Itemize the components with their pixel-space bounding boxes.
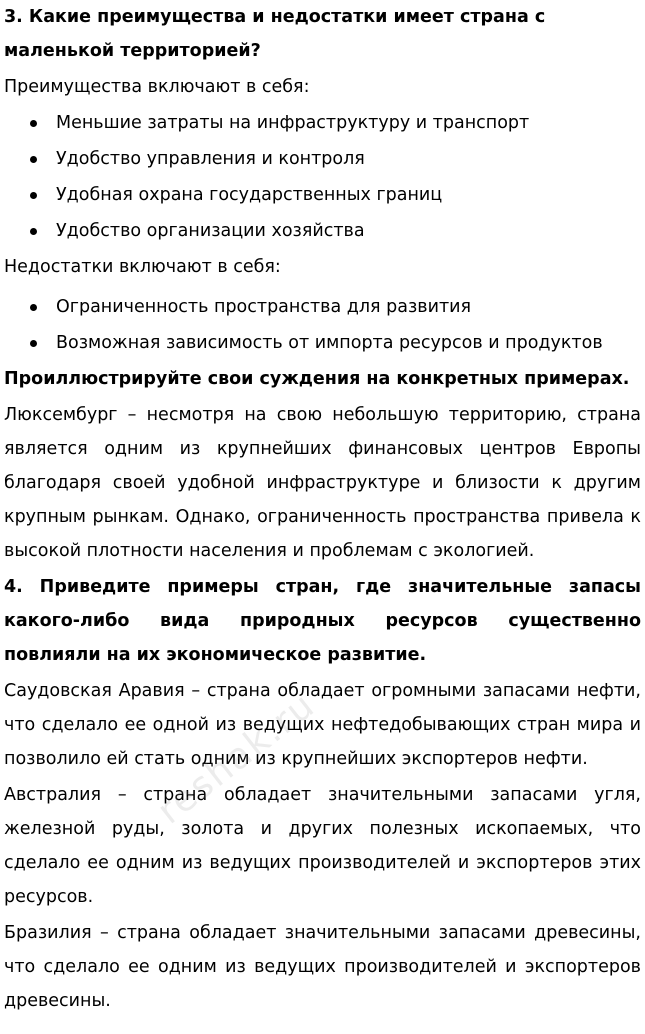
advantages-list [4, 106, 641, 248]
list-item: Удобство организации хозяйства [4, 214, 641, 248]
australia-answer: Австралия – страна обладает значительными запасами угля, железной руды, золота и других полезных ископаемых, что сделало ее одним из ведущих производителей и экспортеров этих ресурсов. [4, 785, 641, 907]
disadvantages-intro: Недостатки включают в себя: [4, 257, 281, 277]
list-item: Ограниченность пространства для развития [4, 290, 641, 324]
watermark: reshak.ru [150, 684, 324, 833]
bullet-icon [30, 120, 37, 127]
question-3-heading: 3. Какие преимущества и недостатки имеет страна с маленькой территорией? [4, 7, 546, 61]
advantages-intro: Преимущества включают в себя: [4, 77, 310, 97]
illustrate-prompt: Проиллюстрируйте свои суждения на конкретных примерах. [4, 369, 630, 389]
list-item: Меньшие затраты на инфраструктуру и транспорт [4, 106, 641, 140]
list-item: Удобство управления и контроля [4, 142, 641, 176]
bullet-icon [30, 156, 37, 163]
luxembourg-example: Люксембург – несмотря на свою небольшую территорию, страна является одним из крупнейших финансовых центров Европы благодаря своей удобной инфраструктуре и близости к другим крупным рынкам. Однако, ограниченность пространства привела к высокой плотности населения и проблемам с экологией. [4, 405, 641, 561]
question-4-heading: 4. Приведите примеры стран, где значительные запасы какого-либо вида природных ресурсов существенно повлияли на их экономическое развитие. [4, 577, 641, 665]
saudi-arabia-answer: Саудовская Аравия – страна обладает огромными запасами нефти, что сделало ее одной из ведущих нефтедобывающих стран мира и позволило ей стать одним из крупнейших экспортеров нефти. [4, 681, 641, 769]
list-item: Возможная зависимость от импорта ресурсов и продуктов [4, 326, 641, 360]
disadvantages-list [4, 290, 641, 360]
bullet-icon [30, 304, 37, 311]
bullet-icon [30, 192, 37, 199]
document-page [4, 0, 641, 1018]
bullet-icon [30, 228, 37, 235]
brazil-answer: Бразилия – страна обладает значительными запасами древесины, что сделало ее одним из ведущих производителей и экспортеров древесины. [4, 923, 641, 1011]
bullet-icon [30, 340, 37, 347]
list-item: Удобная охрана государственных границ [4, 178, 641, 212]
